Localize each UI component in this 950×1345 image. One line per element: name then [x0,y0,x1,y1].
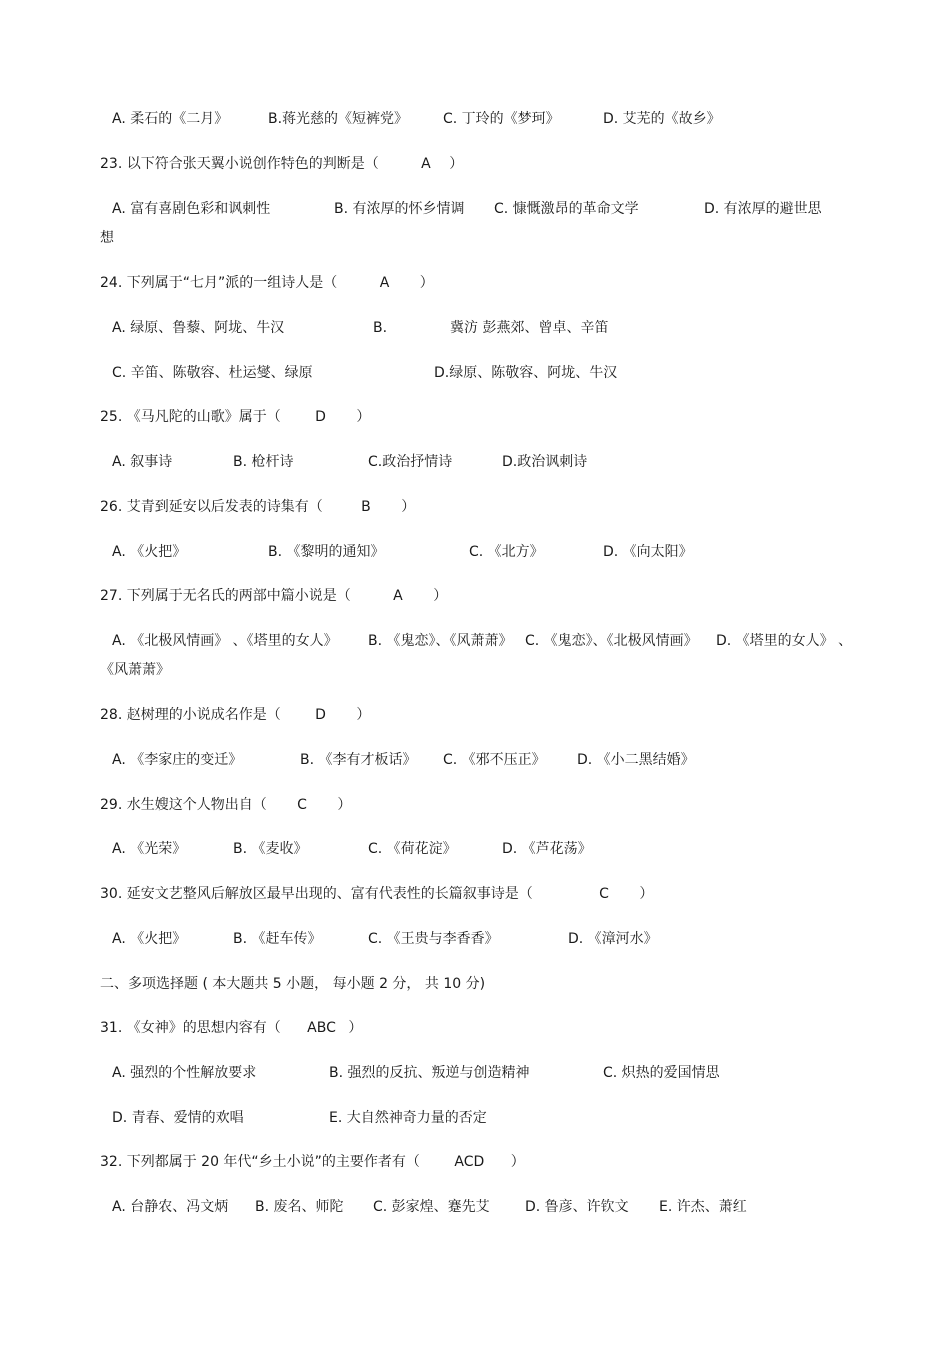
q26-option-a: A. 《火把》 [112,544,187,560]
q27-option-d: D. 《塔里的女人》 、 [716,633,853,649]
answer: A [393,588,403,604]
q24-option-b-label: B. [373,320,388,336]
q25-option-c: C.政治抒情诗 [368,454,453,470]
q30-option-b: B. 《赶车传》 [233,931,322,947]
answer: C [297,797,307,813]
question-text: 24. 下列属于“七月”派的一组诗人是（ [100,275,338,291]
q22-option-d: D. 艾芜的《故乡》 [603,111,721,127]
close-paren: ） [510,1154,525,1170]
answer: A [421,156,431,172]
answer: C [599,886,609,902]
q23-option-d: D. 有浓厚的避世思 [704,201,822,217]
close-paren: ） [356,707,371,723]
q27-option-c: C. 《鬼恋》、《北极风情画》 [525,633,698,649]
close-paren: ） [449,156,464,172]
q27-option-a: A. 《北极风情画》 、《塔里的女人》 [112,633,338,649]
q27-option-d-continued: 《风萧萧》 [100,662,170,678]
q32-option-e: E. 许杰、萧红 [659,1199,747,1215]
q31-stem [100,1019,362,1037]
answer: ACD [454,1154,485,1170]
q31-option-a: A. 强烈的个性解放要求 [112,1065,257,1081]
q28-option-b: B. 《李有才板话》 [300,752,417,768]
q31-option-e: E. 大自然神奇力量的否定 [329,1110,487,1126]
close-paren: ） [419,275,434,291]
answer: D [315,707,326,723]
q30-option-d: D. 《漳河水》 [568,931,658,947]
answer: ABC [307,1020,336,1036]
q32-option-b: B. 废名、师陀 [255,1199,344,1215]
question-text: 30. 延安文艺整风后解放区最早出现的、富有代表性的长篇叙事诗是（ [100,886,533,902]
q29-option-c: C. 《荷花淀》 [368,841,457,857]
q31-option-c: C. 炽热的爱国情思 [603,1065,720,1081]
q22-option-b: B.蒋光慈的《短裤党》 [268,111,409,127]
q32-option-c: C. 彭家煌、蹇先艾 [373,1199,490,1215]
q27-stem [100,587,447,605]
q27-option-b: B. 《鬼恋》、《风萧萧》 [368,633,513,649]
question-text: 29. 水生嫂这个人物出自（ [100,797,267,813]
q32-option-a: A. 台静农、冯文炳 [112,1199,229,1215]
q25-stem [100,408,370,426]
q31-option-d: D. 青春、爱情的欢唱 [112,1110,244,1126]
q32-option-d: D. 鲁彦、许钦文 [525,1199,629,1215]
q32-stem [100,1153,525,1171]
section-heading: 二、多项选择题 ( 本大题共 5 小题， 每小题 2 分， 共 10 分) [100,976,486,992]
q30-stem [100,885,653,903]
q25-option-b: B. 枪杆诗 [233,454,294,470]
q23-option-a: A. 富有喜剧色彩和讽刺性 [112,201,271,217]
q25-option-d: D.政治讽刺诗 [502,454,588,470]
question-text: 25. 《马凡陀的山歌》属于（ [100,409,281,425]
q29-option-a: A. 《光荣》 [112,841,187,857]
q24-stem [100,274,434,292]
close-paren: ） [337,797,352,813]
q23-option-c: C. 慷慨激昂的革命文学 [494,201,639,217]
q30-option-c: C. 《王贵与李香香》 [368,931,499,947]
q31-option-b: B. 强烈的反抗、叛逆与创造精神 [329,1065,530,1081]
q23-option-d-continued: 想 [100,230,114,246]
q30-option-a: A. 《火把》 [112,931,187,947]
q24-option-c: C. 辛笛、陈敬容、杜运燮、绿原 [112,365,313,381]
q24-option-a: A. 绿原、鲁藜、阿垅、牛汉 [112,320,285,336]
question-text: 32. 下列都属于 20 年代“乡土小说”的主要作者有（ [100,1154,420,1170]
q28-stem [100,706,370,724]
q23-stem [100,155,463,173]
q28-option-c: C. 《邪不压正》 [443,752,546,768]
q22-option-c: C. 丁玲的《梦珂》 [443,111,560,127]
question-text: 27. 下列属于无名氏的两部中篇小说是（ [100,588,351,604]
close-paren: ） [348,1020,363,1036]
q24-option-d: D.绿原、陈敬容、阿垅、牛汉 [434,365,618,381]
question-text: 31. 《女神》的思想内容有（ [100,1020,281,1036]
q26-option-b: B. 《黎明的通知》 [268,544,385,560]
q28-option-a: A. 《李家庄的变迁》 [112,752,243,768]
question-text: 23. 以下符合张天翼小说创作特色的判断是（ [100,156,379,172]
question-text: 28. 赵树理的小说成名作是（ [100,707,281,723]
q25-option-a: A. 叙事诗 [112,454,173,470]
close-paren: ） [356,409,371,425]
close-paren: ） [639,886,654,902]
question-text: 26. 艾青到延安以后发表的诗集有（ [100,499,323,515]
q28-option-d: D. 《小二黑结婚》 [577,752,695,768]
q29-option-d: D. 《芦花荡》 [502,841,592,857]
q29-option-b: B. 《麦收》 [233,841,308,857]
answer: D [315,409,326,425]
q26-option-d: D. 《向太阳》 [603,544,693,560]
close-paren: ） [433,588,448,604]
q24-option-b: 冀汸 彭燕郊、曾卓、辛笛 [450,320,609,336]
q22-option-a: A. 柔石的《二月》 [112,111,229,127]
answer: A [379,275,390,291]
q23-option-b: B. 有浓厚的怀乡情调 [334,201,465,217]
answer: B [361,499,371,515]
q26-option-c: C. 《北方》 [469,544,544,560]
q29-stem [100,796,351,814]
close-paren: ） [401,499,416,515]
q26-stem [100,498,415,516]
